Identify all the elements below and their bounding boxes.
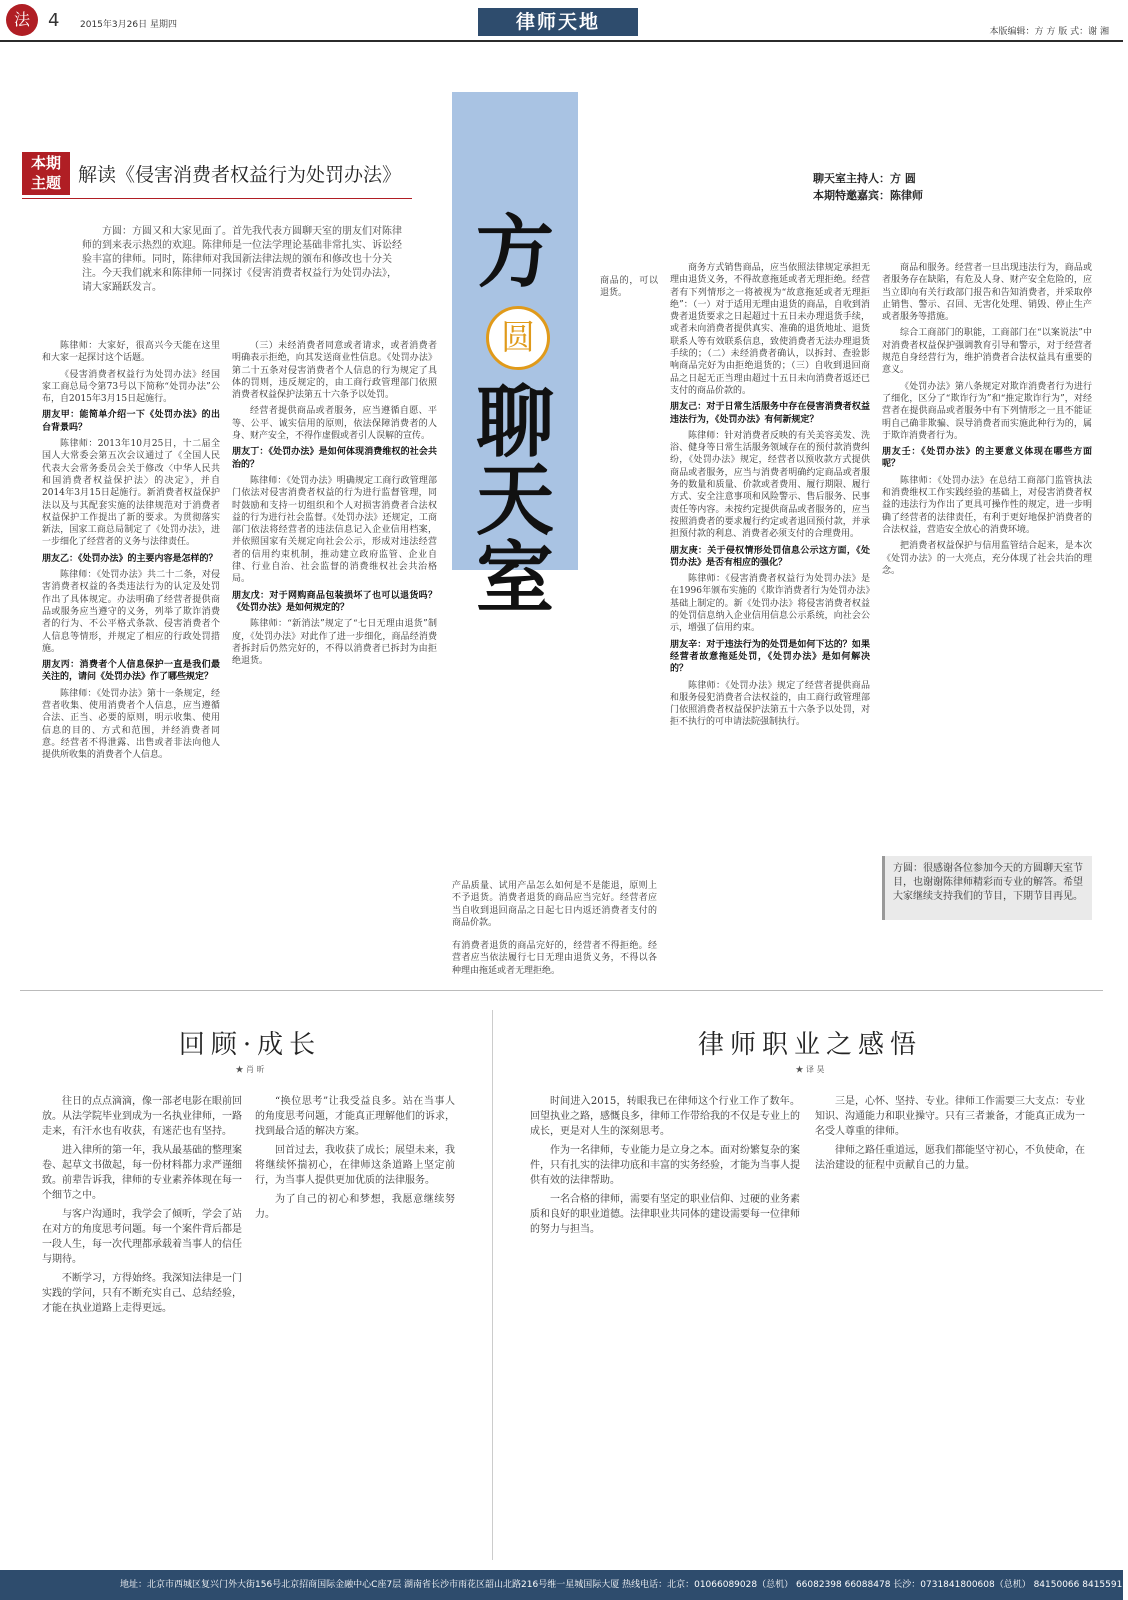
host-line: 聊天室主持人：方 圆 <box>813 172 916 185</box>
answer: 陈律师：“新消法”规定了“七日无理由退货”制度，《处罚办法》对此作了进一步细化，商品经消费者拆封后仍然完好的，不得以消费者已拆封为由拒绝退货。 <box>232 619 437 667</box>
question: 朋友壬：《处罚办法》的主要意义体现在哪些方面呢？ <box>882 447 1092 470</box>
paragraph: 《处罚办法》第八条规定对欺诈消费者行为进行了细化，区分了“欺诈行为”和“推定欺诈行为”，对经营者在提供商品或者服务中有下列情形之一且不能证明自己确非欺骗、误导消费者而实施此种行为的，属于欺诈消费者行为。 <box>882 381 1092 441</box>
banner-char-yuan: 圆 <box>486 306 550 370</box>
intro-paragraph: 方圆：方圆又和大家见面了。首先我代表方圆聊天室的朋友们对陈律师的到来表示热烈的欢迎。陈律师是一位法学理论基础非常扎实、诉讼经验丰富的律师。同时，陈律师对我国新法律法规的颁布和修改也十分关注。今天我们就来和陈律师一同探讨《侵害消费者权益行为处罚办法》，请大家踊跃发言。 <box>82 226 402 293</box>
paragraph: 为了自己的初心和梦想，我愿意继续努力。 <box>255 1194 455 1220</box>
answer: 陈律师：《处罚办法》规定了经营者提供商品和服务侵犯消费者合法权益的，由工商行政管理部门依照消费者权益保护法第五十六条予以处罚，对拒不执行的可申请法院强制执行。 <box>670 680 870 728</box>
article-column-5 <box>882 262 1092 847</box>
paragraph: 与客户沟通时，我学会了倾听，学会了站在对方的角度思考问题。每一个案件背后都是一段人生，每一次代理都承载着当事人的信任与期待。 <box>42 1209 242 1265</box>
newspaper-logo-icon: 法 <box>6 4 38 36</box>
paragraph: 进入律所的第一年，我从最基础的整理案卷、起草文书做起，每一份材料都力求严谨细致。前辈告诉我，律师的专业素养体现在每一个细节之中。 <box>42 1145 242 1201</box>
article-author-review: ★ 肖 昕 <box>235 1065 265 1074</box>
question: 朋友甲：能简单介绍一下《处罚办法》的出台背景吗？ <box>42 410 220 433</box>
paragraph: 商务方式销售商品，应当依照法律规定承担无理由退货义务，不得故意拖延或者无理拒绝。经营者有下列情形之一将被视为“故意拖延或者无理拒绝”：（一）对于适用无理由退货的商品，自收到消费者退货要求之日起超过十五日未办理退货手续，或者未向消费者提供真实、准确的退货地址、退货联系人等有效联系信息，致使消费者无法办理退货手续的；（二）未经消费者确认，以拆封、查验影响商品完好为由拒绝退货的；（三）自收到退回商品之日起无正当理由超过十五日未向消费者返还已支付的商品价款的。 <box>670 263 870 396</box>
article-column-1 <box>42 340 220 940</box>
question: 朋友乙：《处罚办法》的主要内容是怎样的？ <box>42 553 218 564</box>
editor-credit: 本版编辑：方 方 版 式：谢 湘 <box>989 27 1109 37</box>
banner-char-fang: 方 <box>475 208 554 298</box>
paragraph: 作为一名律师，专业能力是立身之本。面对纷繁复杂的案件，只有扎实的法律功底和丰富的实务经验，才能为当事人提供有效的法律帮助。 <box>530 1145 800 1186</box>
paragraph: 产品质量、试用产品怎么如何是不是能退，原则上不予退货。消费者退货的商品应当完好。经营者应当自收到退回商品之日起七日内返还消费者支付的商品价款。 <box>452 881 657 928</box>
article-title-review: 回顾·成长 <box>178 1030 322 1060</box>
article-title-insight: 律师职业之感悟 <box>697 1030 922 1060</box>
badge-line1: 本期 <box>30 154 61 172</box>
answer: 陈律师：《处罚办法》第十一条规定，经营者收集、使用消费者个人信息，应当遵循合法、正当、必要的原则，明示收集、使用信息的目的、方式和范围，并经消费者同意。经营者不得泄露、出售或者非法向他人提供所收集的消费者个人信息。 <box>42 688 220 761</box>
paragraph: 三是，心怀、坚持、专业。律师工作需要三大支点：专业知识、沟通能力和职业操守。只有三者兼备，才能真正成为一名受人尊重的律师。 <box>815 1096 1085 1137</box>
answer: 陈律师：《处罚办法》共二十二条，对侵害消费者权益的各类违法行为的认定及处罚作出了具体规定。办法明确了经营者提供商品或服务应当遵守的义务，列举了欺诈消费者的行为、不公平格式条款、侵害消费者个人信息等情形，并规定了相应的行政处罚措施。 <box>42 570 220 654</box>
badge-line2: 主题 <box>30 174 61 192</box>
paragraph: 不断学习，方得始终。我深知法律是一门实践的学问，只有不断充实自己、总结经验，才能在执业道路上走得更远。 <box>42 1273 242 1314</box>
insight-column-2 <box>815 1094 1085 1554</box>
paragraph: 时间进入2015，转眼我已在律师这个行业工作了数年。回望执业之路，感慨良多，律师工作带给我的不仅是专业上的成长，更是对人生的深刻思考。 <box>530 1096 800 1137</box>
topic-underline <box>22 198 412 199</box>
answer: 陈律师：《处罚办法》在总结工商部门监管执法和消费维权工作实践经验的基础上，对侵害消费者权益的违法行为作出了更具可操作性的规定，进一步明确了经营者的法律责任，有利于更好地保护消费者的合法权益，营造安全放心的消费环境。 <box>882 475 1092 535</box>
paragraph: 商品和服务。经营者一旦出现违法行为，商品或者服务存在缺陷，有危及人身、财产安全危险的，应当立即向有关行政部门报告和告知消费者，并采取停止销售、警示、召回、无害化处理、销毁、停止生产或者服务等措施。 <box>882 263 1092 323</box>
paragraph: （三）未经消费者同意或者请求，或者消费者明确表示拒绝，向其发送商业性信息。《处罚办法》第二十五条对侵害消费者个人信息的行为规定了具体的罚则，违反规定的，由工商行政管理部门依照消费者权益保护法第五十六条予以处罚。 <box>232 341 437 401</box>
article-column-2 <box>232 340 437 940</box>
paragraph: 综合工商部门的职能，工商部门在“以案说法”中对消费者权益保护强调教育引导和警示，对于经营者规范自身经营行为，维护消费者合法权益具有重要的意义。 <box>882 328 1092 376</box>
insight-column-1 <box>530 1094 800 1554</box>
question: 朋友庚：关于侵权情形处罚信息公示这方面，《处罚办法》是否有相应的强化？ <box>670 545 870 568</box>
section-divider <box>20 990 1103 991</box>
guest-line: 本期特邀嘉宾：陈律师 <box>813 189 923 202</box>
paragraph: “换位思考”让我受益良多。站在当事人的角度思考问题，才能真正理解他们的诉求，找到最合适的解决方案。 <box>255 1096 455 1137</box>
question: 朋友丙：消费者个人信息保护一直是我们最关注的，请问《处罚办法》作了哪些规定？ <box>42 660 220 683</box>
article-column-3 <box>452 880 657 940</box>
article-author-insight: ★ 译 昊 <box>795 1065 825 1074</box>
answer: 陈律师：针对消费者反映的有关美容美发、洗浴、健身等日常生活服务领域存在的预付款消费纠纷，《处罚办法》规定，经营者以预收款方式提供商品或者服务，应当与消费者明确约定商品或者服务的数量和质量、价款或者费用、履行期限、履行方式、安全注意事项和风险警示、售后服务、民事责任等内容。未按约定提供商品或者服务的，应当按照消费者的要求履行约定或者退回预付款，并承担预付款的利息、消费者必须支付的合理费用。 <box>670 430 870 540</box>
paragraph: 商品的，可以退货。 <box>600 276 658 299</box>
header-rule <box>0 40 1123 42</box>
review-column-1 <box>42 1094 242 1554</box>
paragraph: 经营者提供商品或者服务，应当遵循自愿、平等、公平、诚实信用的原则，依法保障消费者的人身、财产安全，不得作虚假或者引人误解的宣传。 <box>232 406 437 442</box>
column-3-tail <box>452 940 657 976</box>
topic-badge <box>22 152 70 195</box>
paragraph: 往日的点点滴滴，像一部老电影在眼前回放。从法学院毕业到成为一名执业律师，一路走来，有汗水也有收获，有迷茫也有坚持。 <box>42 1096 242 1137</box>
topic-title: 解读《侵害消费者权益行为处罚办法》 <box>78 164 402 186</box>
question: 朋友辛：对于违法行为的处罚是如何下达的？如果经营者故意拖延处罚，《处罚办法》是如何解决的？ <box>670 639 870 675</box>
banner-char-tian: 天 <box>475 456 554 546</box>
article-column-3-top <box>600 275 658 299</box>
paragraph: 《侵害消费者权益行为处罚办法》经国家工商总局令第73号以下简称“处罚办法”公布，自2015年3月15日起施行。 <box>42 369 220 405</box>
review-column-2 <box>255 1094 455 1554</box>
issue-date: 2015年3月26日 星期四 <box>80 20 177 30</box>
host-info <box>813 170 923 204</box>
banner-char-liao: 聊 <box>475 378 554 468</box>
page-number: 4 <box>48 10 60 31</box>
question: 朋友己：对于日常生活服务中存在侵害消费者权益违法行为，《处罚办法》有何新规定？ <box>670 402 870 425</box>
paragraph: 陈律师：大家好，很高兴今天能在这里和大家一起探讨这个话题。 <box>42 341 220 364</box>
footer-contact-bar: 地址：北京市西城区复兴门外大街156号北京招商国际金融中心C座7层 湖南省长沙市雨花区韶山北路216号维一星城国际大厦 热线电话：北京：01066089028（总机） 66082398 66088478 长沙：0731841800608（总机） 84150066 84155918 <box>0 1570 1123 1600</box>
paragraph: 回首过去，我收获了成长；展望未来，我将继续怀揣初心，在律师这条道路上坚定前行，为当事人提供更加优质的法律服务。 <box>255 1145 455 1186</box>
answer: 陈律师：2013年10月25日，十二届全国人大常委会第五次会议通过了《全国人民代表大会常务委员会关于修改〈中华人民共和国消费者权益保护法〉的决定》，并自2014年3月15日起施行。新消费者权益保护法以及与其配套实施的法律规范对于消费者权益保护工作提出了新的要求。为贯彻落实新法，国家工商总局制定了《处罚办法》，进一步细化了经营者的义务与法律责任。 <box>42 439 220 548</box>
banner-char-shi: 室 <box>475 534 554 624</box>
question: 朋友戊：对于网购商品包装损坏了也可以退货吗？《处罚办法》是如何规定的？ <box>232 590 437 613</box>
paragraph: 律师之路任重道远，愿我们都能坚守初心，不负使命，在法治建设的征程中贡献自己的力量。 <box>815 1145 1085 1171</box>
section-masthead: 律师天地 <box>478 8 638 36</box>
article-column-4 <box>670 262 870 947</box>
answer: 把消费者权益保护与信用监管结合起来，是本次《处罚办法》的一大亮点，充分体现了社会共治的理念。 <box>882 541 1092 576</box>
question: 朋友丁：《处罚办法》是如何体现消费维权的社会共治的？ <box>232 447 437 470</box>
answer: 陈律师：《处罚办法》明确规定工商行政管理部门依法对侵害消费者权益的行为进行监督管理，同时鼓励和支持一切组织和个人对损害消费者合法权益的行为进行社会监督。《处罚办法》还规定，工商部门依法将经营者的违法信息记入企业信用档案，并依照国家有关规定向社会公示，形成对违法经营者的信用约束机制，推动建立政府监管、企业自律、行业自治、社会监督的消费维权社会共治格局。 <box>232 475 437 585</box>
column-divider <box>492 1010 493 1560</box>
paragraph: 一名合格的律师，需要有坚定的职业信仰、过硬的业务素质和良好的职业道德。法律职业共同体的建设需要每一位律师的努力与担当。 <box>530 1194 800 1235</box>
answer: 陈律师：《侵害消费者权益行为处罚办法》是在1996年颁布实施的《欺诈消费者行为处罚办法》基础上制定的。新《处罚办法》将侵害消费者权益的处罚信息纳入企业信用信息公示系统，向社会公示，增强了信用约束。 <box>670 574 870 634</box>
closing-remark-box: 方圆：很感谢各位参加今天的方圆聊天室节目，也谢谢陈律师精彩而专业的解答。希望大家继续支持我们的节目，下期节目再见。 <box>882 856 1092 920</box>
paragraph: 有消费者退货的商品完好的，经营者不得拒绝。经营者应当依法履行七日无理由退货义务，不得以各种理由拖延或者无理拒绝。 <box>452 941 657 976</box>
